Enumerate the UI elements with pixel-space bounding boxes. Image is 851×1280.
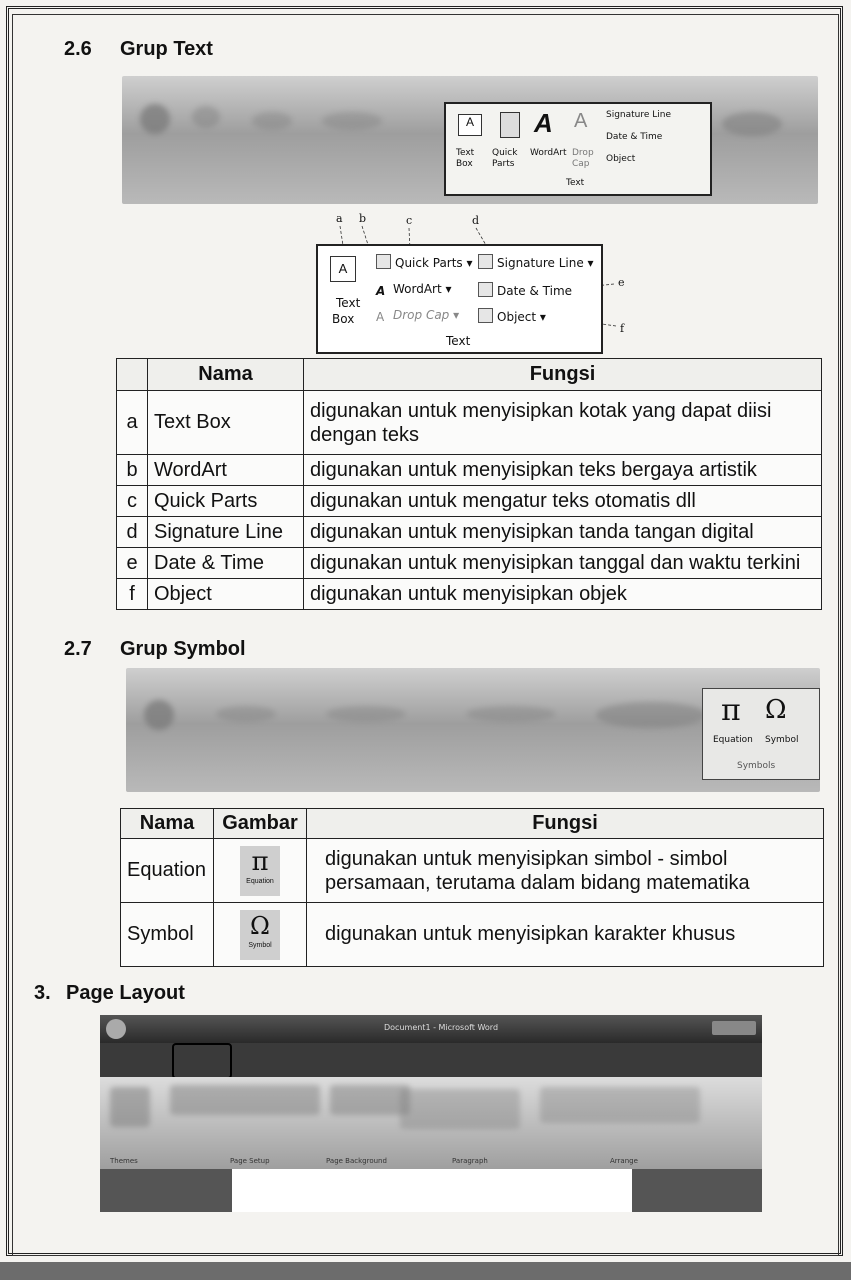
row-nama: Equation	[121, 839, 214, 903]
window-titlebar	[100, 1015, 762, 1043]
date-time-label: Date & Time	[497, 284, 573, 298]
row-gambar	[214, 839, 307, 903]
header-blank	[117, 359, 148, 391]
row-fungsi: digunakan untuk menyisipkan teks bergaya artistik	[304, 455, 822, 486]
date-time-label[interactable]: Date & Time	[606, 132, 663, 142]
omega-icon[interactable]: Ω	[765, 695, 787, 725]
row-fungsi: digunakan untuk menyisipkan tanda tangan digital	[304, 517, 822, 548]
signature-line-icon	[478, 254, 493, 269]
header-fungsi: Fungsi	[307, 809, 824, 839]
symbol-label[interactable]: Symbol	[765, 735, 799, 745]
symbol-group-table	[120, 808, 824, 967]
signature-line-label[interactable]: Signature Line	[606, 110, 672, 120]
symbols-group-label: Symbols	[737, 761, 776, 771]
section-title: Grup Text	[120, 38, 213, 60]
text-group-table	[116, 358, 822, 610]
table-row	[117, 517, 822, 548]
row-letter: a	[117, 391, 148, 455]
table-row	[117, 548, 822, 579]
object-icon	[478, 308, 493, 323]
object-label: Object	[497, 310, 537, 324]
row-nama: Signature Line	[148, 517, 304, 548]
header-nama: Nama	[148, 359, 304, 391]
wordart-label: WordArt	[393, 282, 442, 296]
table-row	[121, 903, 824, 967]
wordart-icon: A	[376, 284, 386, 298]
group-arrange: Arrange	[610, 1157, 638, 1165]
row-fungsi: digunakan untuk menyisipkan karakter khusus	[307, 903, 824, 967]
doc-margin-right	[632, 1169, 762, 1212]
callout-c: c	[406, 214, 413, 227]
page-layout-ribbon	[100, 1077, 762, 1169]
callout-f: f	[620, 322, 625, 335]
section-heading-2-7	[64, 638, 246, 661]
quick-parts-label[interactable]: Quick Parts	[492, 148, 518, 169]
callout-a: a	[336, 212, 343, 225]
table-row	[117, 455, 822, 486]
footer-bar	[0, 1262, 851, 1280]
page-layout-tab-highlight	[172, 1043, 232, 1079]
drop-cap-label: Drop Cap	[393, 308, 450, 322]
row-nama: Object	[148, 579, 304, 610]
table-row	[117, 579, 822, 610]
object-item[interactable]: Object ▾	[478, 308, 546, 324]
header-gambar: Gambar	[214, 809, 307, 839]
quick-parts-label: Quick Parts	[395, 256, 463, 270]
doc-margin-left	[100, 1169, 232, 1212]
date-time-item[interactable]	[478, 282, 572, 298]
row-nama: WordArt	[148, 455, 304, 486]
signature-line-item[interactable]: Signature Line ▾	[478, 254, 594, 270]
group-themes: Themes	[110, 1157, 138, 1165]
row-fungsi: digunakan untuk mengatur teks otomatis dll	[304, 486, 822, 517]
symbol-icon	[240, 910, 280, 960]
row-gambar	[214, 903, 307, 967]
header-fungsi: Fungsi	[304, 359, 822, 391]
section-title: Grup Symbol	[120, 638, 246, 660]
drop-cap-item[interactable]: A Drop Cap ▾	[376, 308, 460, 324]
office-button-icon[interactable]	[106, 1019, 126, 1039]
text-group-label: Text	[566, 178, 585, 188]
wordart-item[interactable]: A WordArt ▾	[376, 282, 452, 298]
row-fungsi: digunakan untuk menyisipkan kotak yang dapat diisi dengan teks	[304, 391, 822, 455]
row-letter: e	[117, 548, 148, 579]
symbols-group-panel	[702, 688, 820, 780]
section-number: 2.7	[64, 638, 92, 660]
table-row	[117, 391, 822, 455]
row-letter: c	[117, 486, 148, 517]
callout-e: e	[618, 276, 625, 289]
equation-label[interactable]: Equation	[713, 735, 753, 745]
row-nama: Text Box	[148, 391, 304, 455]
signature-line-label: Signature Line	[497, 256, 584, 270]
drop-cap-icon: A	[376, 310, 385, 324]
equation-caption: Equation	[246, 877, 274, 885]
callout-d: d	[472, 214, 480, 227]
row-fungsi: digunakan untuk menyisipkan simbol - simbol persamaan, terutama dalam bidang matematika	[307, 839, 824, 903]
table-row	[117, 486, 822, 517]
callout-b: b	[359, 212, 367, 225]
symbol-caption: Symbol	[248, 941, 272, 949]
calendar-icon	[478, 282, 493, 297]
row-nama: Quick Parts	[148, 486, 304, 517]
header-nama: Nama	[121, 809, 214, 839]
window-controls[interactable]	[712, 1021, 756, 1035]
ribbon-screenshot-symbol	[126, 668, 820, 792]
drop-cap-icon: A	[574, 110, 588, 132]
drop-cap-label[interactable]: Drop Cap	[572, 148, 594, 169]
document-page[interactable]	[232, 1169, 632, 1212]
text-box-line1[interactable]: Text	[336, 296, 361, 310]
section-number: 2.6	[64, 38, 92, 60]
group-paragraph: Paragraph	[452, 1157, 488, 1165]
quick-parts-item[interactable]: Quick Parts ▾	[376, 254, 473, 270]
text-group-label: Text	[446, 334, 471, 348]
section-title: Page Layout	[66, 982, 185, 1004]
row-nama: Date & Time	[148, 548, 304, 579]
wordart-icon: A	[534, 108, 553, 138]
text-box-line2[interactable]: Box	[332, 312, 355, 326]
row-fungsi: digunakan untuk menyisipkan tanggal dan waktu terkini	[304, 548, 822, 579]
equation-icon	[240, 846, 280, 896]
text-group-detail	[316, 244, 603, 354]
text-box-icon: A	[330, 256, 356, 282]
equation-glyph: π	[251, 846, 269, 877]
quick-parts-icon	[376, 254, 391, 269]
text-box-label[interactable]: Text Box	[456, 148, 475, 169]
row-letter: f	[117, 579, 148, 610]
row-nama: Symbol	[121, 903, 214, 967]
window-title: Document1 - Microsoft Word	[384, 1023, 499, 1032]
page-layout-screenshot	[100, 1015, 762, 1212]
wordart-label[interactable]: WordArt	[530, 148, 567, 158]
table-row	[121, 839, 824, 903]
group-page-background: Page Background	[326, 1157, 387, 1165]
section-number: 3.	[34, 982, 51, 1004]
row-letter: b	[117, 455, 148, 486]
row-letter: d	[117, 517, 148, 548]
text-box-icon: A	[458, 114, 482, 136]
group-page-setup: Page Setup	[230, 1157, 270, 1165]
section-heading-3	[34, 982, 185, 1005]
symbol-glyph: Ω	[250, 911, 270, 940]
row-fungsi: digunakan untuk menyisipkan objek	[304, 579, 822, 610]
object-label[interactable]: Object	[606, 154, 636, 164]
pi-icon[interactable]: π	[721, 693, 741, 728]
